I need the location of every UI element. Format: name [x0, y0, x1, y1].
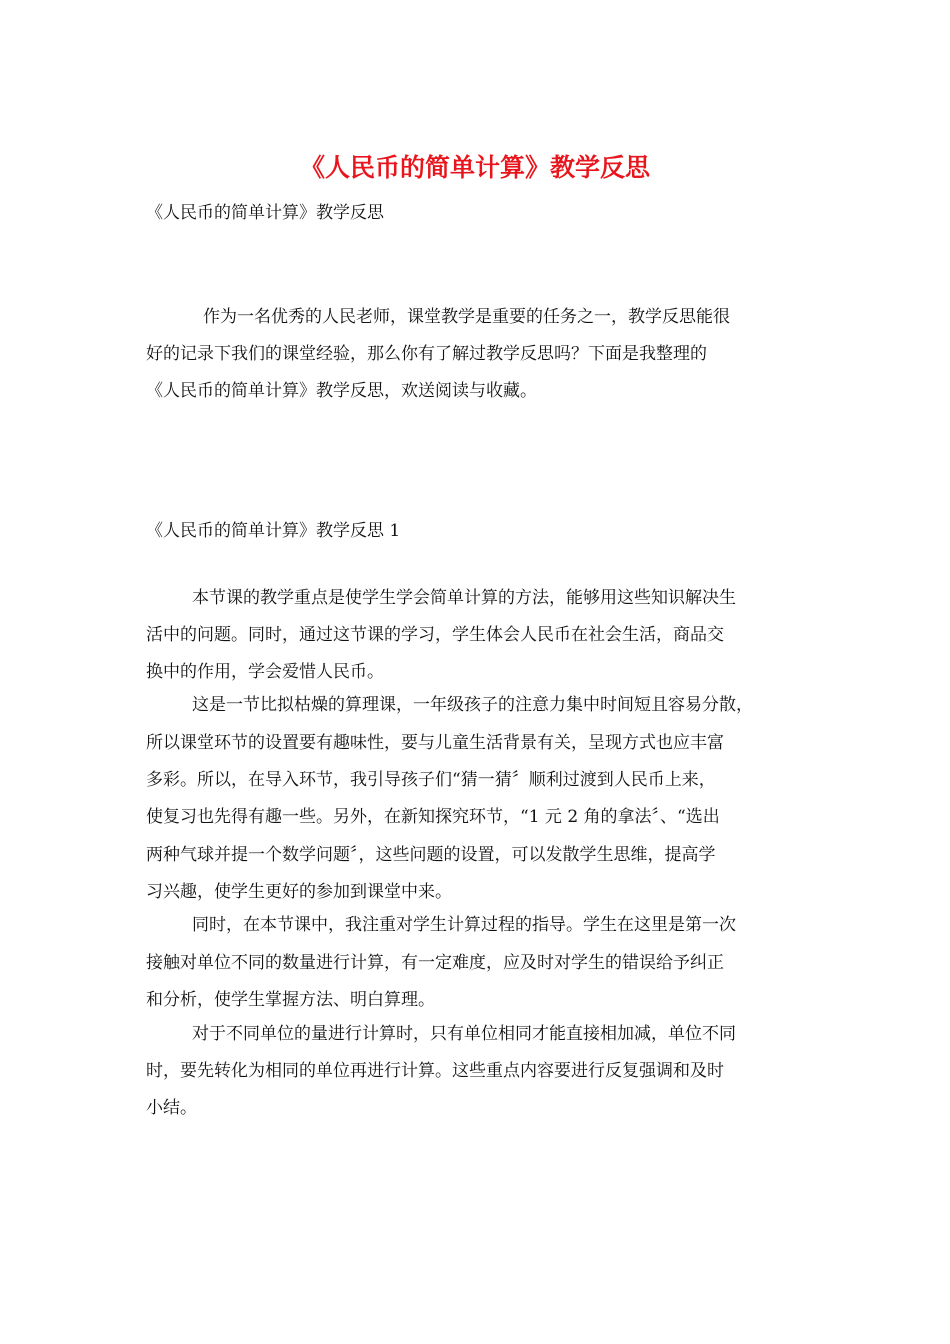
- section-heading: 《人民币的简单计算》教学反思 1: [146, 521, 401, 541]
- body-line: 两种气球并提一个数学问题〞，这些问题的设置，可以发散学生思维，提高学: [146, 845, 716, 865]
- document-title: 《人民币的简单计算》教学反思: [299, 153, 650, 182]
- intro-line: 作为一名优秀的人民老师，课堂教学是重要的任务之一，教学反思能很: [203, 307, 730, 327]
- body-line: 所以课堂环节的设置要有趣味性，要与儿童生活背景有关，呈现方式也应丰富: [146, 733, 724, 753]
- intro-line: 《人民币的简单计算》教学反思，欢送阅读与收藏。: [146, 381, 537, 401]
- body-line: 和分析，使学生掌握方法、明白算理。: [146, 990, 435, 1010]
- body-line: 多彩。所以，在导入环节，我引导孩子们“猜一猜〞顺利过渡到人民币上来，: [146, 770, 716, 790]
- body-line: 小结。: [146, 1098, 197, 1118]
- body-line: 这是一节比拟枯燥的算理课，一年级孩子的注意力集中时间短且容易分散，: [192, 695, 753, 715]
- body-line: 同时，在本节课中，我注重对学生计算过程的指导。学生在这里是第一次: [192, 915, 736, 935]
- body-line: 使复习也先得有趣一些。另外，在新知探究环节，“1 元 2 角的拿法〞、“选出: [146, 807, 720, 827]
- body-line: 活中的问题。同时，通过这节课的学习，学生体会人民币在社会生活，商品交: [146, 625, 724, 645]
- body-line: 本节课的教学重点是使学生学会简单计算的方法，能够用这些知识解决生: [192, 588, 736, 608]
- body-line: 接触对单位不同的数量进行计算，有一定难度，应及时对学生的错误给予纠正: [146, 953, 724, 973]
- body-line: 对于不同单位的量进行计算时，只有单位相同才能直接相加减，单位不同: [192, 1024, 736, 1044]
- body-line: 习兴趣，使学生更好的参加到课堂中来。: [146, 882, 452, 902]
- body-line: 换中的作用，学会爱惜人民币。: [146, 662, 384, 682]
- body-line: 时，要先转化为相同的单位再进行计算。这些重点内容要进行反复强调和及时: [146, 1061, 724, 1081]
- intro-line: 好的记录下我们的课堂经验，那么你有了解过教学反思吗？下面是我整理的: [146, 344, 707, 364]
- document-subtitle: 《人民币的简单计算》教学反思: [146, 203, 384, 223]
